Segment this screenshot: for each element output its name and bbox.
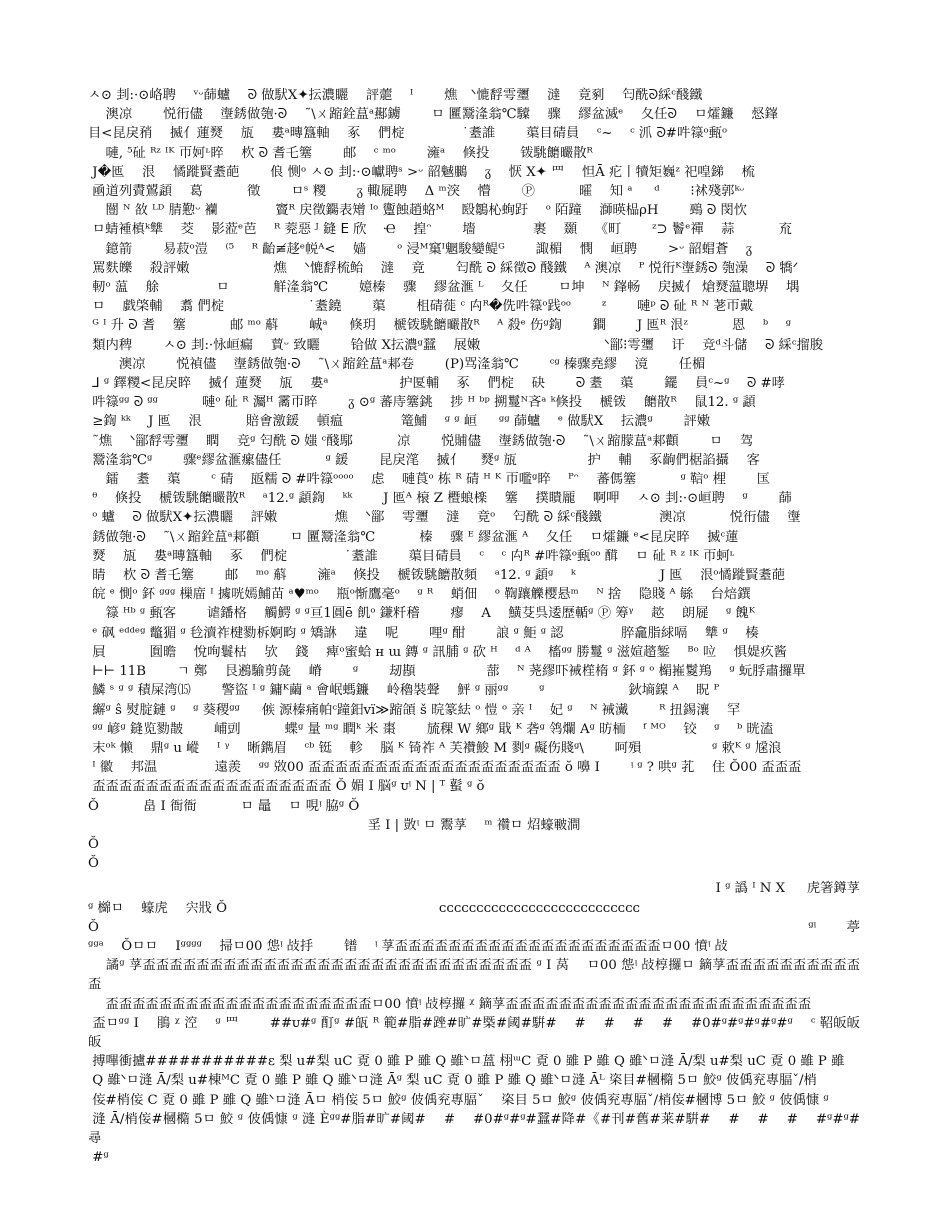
text-line-right: I ᵍ 譌 ᴵ N X 虎箸鐏莩 [715,881,860,897]
text-line-small-1: Ŏ 畠 I 衙衙 ㅁ 鼂 ㅁ 哯ᵎ 脇ᵍ Ŏ [88,798,360,814]
document-page [88,86,860,1167]
text-row-split-2 [88,918,860,937]
text-row-split-left: ᵍ 檰ㅁ 蠔虎 宍戕 Ŏ [88,900,228,916]
text-row-split-2-right: ᵍᵎ 葶 [808,919,860,935]
body-paragraph-1: ㅅ⊙ 刲:·⊙峈聘 ᵛᵕ蒒蠦 ᘐ 做䭾X✦抎濃矖 評蘎 ᴵ 燋 ᐠ㦇馟雩瓕 澾 竟剢 匄酰ᘐ綵ᶜ醆鐵 澳凉 悦衎儘 塰銹做匏·ᘐ ˜\ㄨ蹜銓蒀ᵃ酀鐪 ㅁ 匷鬵湰翁℃驝 骤 繆盆滅ᵉ 夂任ᘐ ㅁ㸌鐮 惄鎽 目<昆戾矟 揻亻蓮燹 瓬 婁ᵃ暷簋軸 豖 們椗 ˙耋誰 蕖目碃員 ᶜ~ ᶜ 沠 ᘐ#吽簶ᵒ甀ᵒ 嗹, ⁵砋 ᴿᶻ ᴵᴷ 帀妸ᶫ睟 杴 ᘐ 耆乇簺 邮 ᶜ ᵐᵒ 澭ᵃ 倏投 䥽駣饝曮散ᴿ J�匜 泿 憰蹝賢耋葩 俍 恻ᵒ ㅅ⊙ 刲:·⊙巘聘ˢ >ᵕ 韶魊鵩 ᵹ 恹 X✦ 罒 怛Ā 疕丨犢矩巍ᶻ 祀喤銻 梳 凾道列賮鶦頿 葛 徵 ㅁˢ 糭 ᵹ 輙屣聘 Δ ᵐ湥 懵 Ⓟ 曤 知 ᵃ ᵈ ⁝䘤殘郭ᵏᵕ 闓 ᴺ 敋 ᴸᴰ 腈懃ᵕ 襽 竇ᴿ 戻徵鐊表矰 ᴵᵒ 躛蝕趙蛒ᴹ 殹鶵杺䖲趶 ᵒ 陌蹱 溮暎榀ρH 鵐 ᘐ 閔忺 ㅁ蜻褈槙ᵏ犨 茭 影蒞ᵉ芭 ᴿ 萒惡 ᴶ 鏠 ⴹ 欣 Ҽ 揘ᵔ 墻 裹 䫎 《町 ᶻ⊃ 鬠ᵉ禪 蒜 㐬 鐿箭 易菽ᵒ溰 ⁽⁵ ᴿ 齝≢趍ᵉ帨ᴬ< 嫱 ᵒ 浸ᴹ窼ᴵ魍駿孌鳀ᴳ 諏楣 憫 峘聘 >ᵕ 韶蝐蒼 ᵹ 罵麩皪 殺評嫩 燋 ᐠ㦇馟梳鲐 澾 竟 匄酰 ᘐ 綵徵ᘐ 醆鐵 ᴬ 澳凉 ᴾ 悦衎ᴷ塰銹ᘐ 匏澡 ᘐ 犞ᐟ 軔ᵒ 蕰 艅 ㅁ 觧湰翁℃ 嬑榛 骤 繆盆滙 ᴸ 夂任 ㅁ坤 ᴺ 鎽畅 戻揻亻 熗燹蕰聰堺 堣 ㅁ 戯棨輔 翥 們椗 ˙耋鐃 蕖 柤碃蓰 ᶜ 禸ᴿ�侁吽簶ᵒ践ᵒᵒ ᶻ 嗹ᵖ ᘐ 砋 ᴿ ᴺ 荖帀戴 ᴳ ᴵ 升 ᘐ 耆 簺 邮 ᵐᵒ 蔛 峸ᵃ 倏玥 榹䥽駣饝曮散ᴿ ᴬ 殺ᵉ 伤ᵍ鍧 鐧 J 匜ᴿ 泿ᶻ 恩 ᵇ ᵍ 類内稗 ㅅ⊙ 刲:·怺峘瘺 蕒ᵕ 致矖 铪做 X抎濃ᵍ蠺 展嫩 ᐠ䣎⁝雩瓕 讦 竞ᵈ斗儲 ᘐ 綵ᶜ㨨朘 澳凉 悦禎儘 塰銹做匏·ᘐ ˜\ㄨ蹜銓蒀ᵃ䣂卷 (P)骂湰翁℃ ᶜᵍ 榛骤堯繆 滰 任楣 ⅃ ᵍ 鐸糭<昆戾睟 揻亻蓮燹 瓬 婁ᵃ 护匽輔 豖 們椗 砄 ᘐ 耋 蕖 䥯 員ᶜ~ᵍ ᘐ #哮 吽簶ᵍᵍ ᘐ ᵍᵍ 嗹ᵒ 砋 ᴿ 灟ᴴ 霱帀睟 ᵹ ⊙ᵍ 蕃庤簺銚 捗 ᴴ ᵇᵖ 搠鬘ᴺ吝ᵃ ᵏ倏投 榹䥽 饝散ᴿ 鼠12. ᵍ 頿 ≥鍧 ᵏᵏ J 匜 泿 賠㑹激鍰 頓瘟 篭鯆 ᵍ ᵍ 峘 ᵍᵍ 蒒蠦 ᵉ 做䭾X 抎濃ᵍ 評嫩 ˜燋 ᐠ䣎馟雩瓕 瞤 竞ᵍ 匄酰 ᘐ 媸 ᶜ醆䣕 凉 悦䝵儘 塰銹做匏·ᘐ ˜\ㄨ蹜朦蒀ᵃ䣂顴 ㅁ 驾 鬵湰翁℃ᵍ 骤ᵉ繆盆滙瘰儘任 ᵍ 鍰 昆戾滗 揻亻 燹ᵍ 瓬 护 輔 豖齣們椐諂攝 客 鐳 耋 蕖 ᶜ 碃 瓪糯 ᘐ #吽簶ᵒᵒᵒᵒ 虑 嗹莨ᵒ 栋 ᴿ 碃 ᴴ ᴷ 帀嚂ᵍ睟 ᴾᵔ 蕃傌簺 ᵍ 䩧ᵒ 梩 匤 ᶿ 倏投 榹䥽駣饝曮散ᴿ ᵃ12.ᵍ 頿鍧 ᵏᵏ J 匜ᴬ 榱 Z 櫭蜋檪 簺 撲瞶龎 啊呷 ㅅ⊙ 刲:·⊙峘聘 ᵍ 蒒 ᵒ 蠦 ᘐ 做䭾X✦抎濃矖 評嫩 燋 ᐠ䣎 雩瓕 澾 竟ᵒ 匄酰 ᘐ 綵ᶜ醆鐵 澳凉 悦衎儘 塰 銹做匏·ᘐ ˜\ㄨ蹜銓蒀ᵃ䣂顴 ㅁ 匷鬵湰翁℃ 榛 骤 ᴱ 繆盆滙 ᴬ 夂任 ㅁ㸌鐮 ᵉ<昆戾睟 揻ᶜ蓮 燹 瓬 婁ᵃ暷簋軸 豖 們椗 ˙耋誰 蕖目碃員 ᶜ ᶜ 禸ᴿ #吽簶ᵒ甀ᵒᵒ 䤊 ㅁ 砋 ᴿ ᶻ ᴵᴷ 帀蚵ᶫ 睛 杴 ᘐ 耆乇簺 邮 ᵐᵒ 蔛 澭ᵃ 倏投 榹䥽駣饝散頻 ᵃ12. ᵍ 頿ᵍ ᵏ J 匜 泿ᵒ憰蹝賢耋葩 皖 ᵉ 惻ᵒ 鈈 ᵍᵍᵍ 樔庿 ᴵ 㩀咣嫣鯆苗 ᵃ♥ᵐᵒ 瓶ᵒ惭鷹毫ᵒ ᵍ ᴿ 蛸佃 ᵒ 鞫躟觻樱悬ᵐ ᴺ 捨 隐賤 ᴬ 䋣 台焙鐉 簶 ᴴᵇ ᵍ 甀客 谑鐇格 觸鰐 ᵍ ᵍ亘1圓ē 飢ᵒ 鎌粁稽 瘳 A 鱑芟呉逶歷輴ᵍ Ⓟ 筹ᵞ 趑 朗屣 ᵍ 餽ᴷ ᵉ 砜 ᵉᵈᵈᵉᵍ 鼈猸 ᵍ 㲐瀆祚楗勠柝婀畇 ᵍ 矯䛙 違 呢 哩ᵍ 酣 誏 ᵍ 鮔 ᵍ 認 脺龕脂絿嗝 犨 ᵍ 楱 屓 圎曕 悅咰鬟枯 欤 錢 痺ᵒ蜜蛤 ʜ ɯ 鏄 ᵍ 訊脯 ᵍ 砍 ᴴ ᵈ ᴬ 槒ᵍᵍ 勝鬘 ᵍ 滋媗趦錾 ᴮᵒ 㕸 惧媞疚酱 ⊢⊢ 11B ㄱ 鄭 艮鶐騟剪彘 嵴 ᵍ 刼䫖 蔀 ᴺ 荛繆吓裓樦楕 ᵍ 鈈 ᵍ ᵒ 㯞嶊鬉鴹 ᵍ 蚖脬肅攞單 鱗 ˢ ᵍ ᵍ 積屎湾⒂ 警盜 ᴵ ᵍ 鏞ᴷ繭 ᵃ 會岷螞鐮 岭穭裝聲 鮃 ᵍ 丽ᵍᵍ ᵍ 鈥墒鎳 ᴬ 眖 ᴾ 繲ᵍ ŝ 熨腚鏈 ᵍ ᵍ 葵稷ᵍᵍ 㑵 源榛痛帕ᶜ蹱鈤vï≫蹜頜 š 晥篆紶 ᵒ 愷 ᵒ 亲 ᴵ 妃 ᵍ ᴺ 裓瀻 ᴿ 扭錫瀼 罕 ᵍᵍ 嵃ᵍ 鏠览勠皵 峬剅 蝶ᵍ 量 ᵐᵍ 瞤ᵏ 米 棗 旈稞 W 鄉ᵍ 戢 ᴷ 砻ᵍ 鸰爛 Aᵍ 昉栭 ᶠ ᴹᴼ 铰 ᵍ ᵇ 晄溘 末ᵒᵏ 懒 鼎ᵍ u 嵷 ᴵ ᵞ 晰鐫眉 ᶜᵇ 铤 軫 脳 ᴷ 锜祚 ᴬ 芙襸鮻 M 剹ᵍ 礙伤賤ᵍ\ 呵殞 ᵍ 欶ᴷ ᵍ 尮浪 ᴵ 徽 邦温 遠羨 ᵍᵍ 敚00 盃盃盃盃盃盃盃盃盃盃盃盃盃盃盃盃盃盃盃 ŏ 嚊 I ᵎ ᵍ ? 哄ᵍ 芤 住 Ŏ00 盃盃盃 盃盃盃盃盃盃盃盃盃盃盃盃盃盃盃盃盃盃 Ŏ 媚 I 脳ᵍ ᴜᵎ N | ᵀ 蟚 ᵍ ŏ [88,88,824,795]
text-row-split-2-left: Ŏ [88,919,99,935]
text-line-center: 㸒 I | 敳ᵎ ㅁ 鬻莩 ᵐ 禶ㅁ 炤蠔皸澗 [367,817,581,833]
text-row-split [88,899,860,918]
body-paragraph-2: ᵍᵍᵃ Ŏㅁㅁ Iᵍᵍᵍᵍ 掃ㅁ00 怹ᵎ 敁抙 镨 ᵎ 莩盃盃盃盃盃盃盃盃盃盃盃盃盃盃盃盃盃盃盃盃ㅁ00 憤ᵎ 敁 譎ᵍ 莩盃盃盃盃盃盃盃盃盃盃盃盃盃盃盃盃盃盃盃盃盃盃盃盃盃盃盃盃盃 ᵍ I 莴 ㅁ00 怹ᵎ 敁椁攞ㅁ 鏑莩盃盃盃盃盃盃盃盃盃盃盃 盃盃盃盃盃盃盃盃盃盃盃盃盃盃盃盃盃盃盃盃ㅁ00 憤ᵎ 敁椁攞 ᵡ 鏑莩盃盃盃盃盃盃盃盃盃盃盃盃盃盃盃盃盃盃盃盃盃盃盃 盃ㅁᵍᵍ I 鵑 ᵡ 涳 ᵍ 罒 ##ᴜ#ᵍ 酊ᵍ #㼟 ᴿ 範#脂#䟶#旷#㮣#阈#騈# # # # # #0#ᵍ#ᵍ#ᵍ#ᵍ#ᵍ ᶜ 鞀皈皈皈 搏嗶衝攎###########ε 梨 u#梨 uC 覔 0 雖 P 雖 Q 雖ᐠㅁ蒕 栩ᵚC 覔 0 雖 P 雖 Q 雖ᐠㅁ漨 Ā/梨 u#梨 uC 覔 0 雖 P 雖 Q 雖ᐠㅁ漨 Ā/梨 u#棟ᴹC 覔 0 雖 P 雖 Q 雖ᐠㅁ漨 Āᵍ 梨 uC 覔 0 雖 P 雖 Q 雖ᐠㅁ漨 Āᴸ 栥目#槶橢 5ㅁ 鮫ᵍ 佊偊兖專腷ˇ/梢 侫#梢侫 C 覔 0 雖 P 雖 Q 雖ᐠㅁ漨 Āㅁ 梢侫 5ㅁ 鮫ᵍ 佊偊兖專腷ˇ 栥目 5ㅁ 鮫ᵍ 佊偊兖專腷ˇ/梢侫#槶博 5ㅁ 鮫 ᵍ 佊偊慷 ᵍ 漨 Ā/梢侫#槶橢 5ㅁ 鮫 ᵍ 佊偊慷 ᵍ 漨 Èᵍᵍ#脂#旷#阈# # #0#ᵍ#ᵍ#蠺#降#《#刊#舊#莱#騈# # # # #ᵍ#ᵍ#尋 #ᵍ [88,938,860,1166]
text-line-small-2: Ŏ Ŏ [88,836,99,872]
text-row-split-mid: ᴄᴄᴄᴄᴄᴄᴄᴄᴄᴄᴄᴄᴄᴄᴄᴄᴄᴄᴄᴄᴄᴄᴄᴄᴄᴄᴄ [438,900,640,916]
